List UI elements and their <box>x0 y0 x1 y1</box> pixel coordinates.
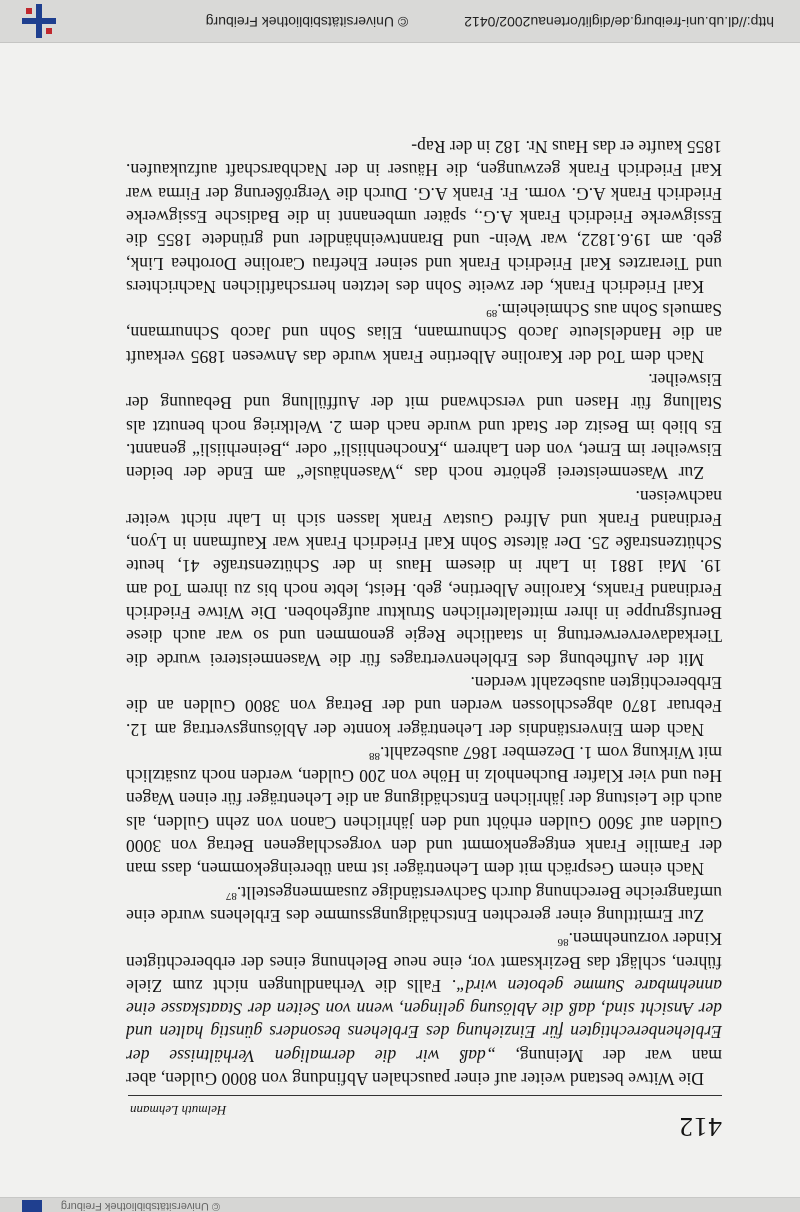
bottom-edge-strip <box>0 1197 800 1212</box>
digitization-banner <box>0 0 800 43</box>
paragraph: Nach dem Tod der Karoline Albertine Frank wurde das Anwesen 1895 verkauft an die Handelsleute Jacob Schnurmann, Elias Sohn und Jacob Schnurmann, Samuels Sohn aus Schmieheim.$^{89}$ <box>126 300 722 367</box>
page-header <box>128 1095 722 1148</box>
paragraph: Karl Friedrich Frank, der zweite Sohn des letzten herrschaftlichen Nachrichters und Tierarztes Karl Friedrich Frank und seiner Ehefrau Caroline Dorothea Link, geb. am 19.6.1822, war Wein- und Branntweinhändler und gründete 1855 die Essigwerke Friedrich Frank A.G., später umbenannt in die Badische Essigwerke Friedrich Frank A.G. vorm. Fr. Frank A.G. Durch die Vergrößerung der Firma war Karl Friedrich Frank gezwungen, die Häuser in der Nachbarschaft aufzukaufen. 1855 kaufte er das Haus Nr. 182 in der Rap- <box>126 137 722 297</box>
footnote-ref: 88 <box>369 749 381 762</box>
library-logo-icon-small <box>22 1200 42 1212</box>
library-credit: © Universitätsbibliothek Freiburg <box>205 14 409 30</box>
footnote-ref: 86 <box>557 936 569 949</box>
paragraph: Zur Ermittlung einer gerechten Entschädigungssumme des Erblehens wurde eine umfangreiche Berechnung durch Sachverständige zusammengestellt.$^{87}$ <box>126 882 722 926</box>
library-credit-faint: © Universitätsbibliothek Freiburg <box>60 1200 220 1212</box>
paragraph: Die Witwe bestand weiter auf einer pauschalen Abfindung von 8000 Gulden, aber man war der Meinung, „daß wir die dermaligen Verhältnisse der Erblehenberechtigten für Einziehung des Erblehens besonders günstig halten und der Ansicht sind, daß die Ablösung gelingen, wenn von Seiten der Staatskasse eine annehmbare Summe geboten wird“. Falls die Verhandlungen nicht zum Ziele führen, schlägt das Bezirksamt vor, eine neue Belehnung eines der erbberechtigten Kinder vorzunehmen.$^{86}$ <box>126 929 722 1089</box>
body-text <box>126 135 722 1090</box>
paragraph: Zur Wasenmeisterei gehörte noch das „Wasenhäusle“ am Ende der beiden Eisweiher im Ernet, von den Lahrern „Knochenhiisli“ oder „Beinerhiisli“ genannt. Es blieb im Besitz der Stadt und wurde nach dem 2. Weltkrieg noch benutzt als Stallung für Hasen und verschwand mit der Auffüllung und Bebauung der Eisweiher. <box>126 370 722 484</box>
paragraph: Mit der Aufhebung des Erblehenvertrages für die Wasenmeisterei wurde die Tierkadaververwertung in staatliche Regie genommen und so war auch diese Berufsgruppe in ihrer mittelalterlichen Struktur aufgehoben. Die Witwe Friedrich Ferdinand Franks, Karoline Albertine, geb. Heist, lebte noch bis zu ihrem Tod am 19. Mai 1881 in Lahr in diesem Haus in der Schützenstraße 41, heute Schützenstraße 25. Der älteste Sohn Karl Friedrich Frank war Kaufmann in Lyon, Ferdinand Frank und Alfred Gustav Frank lassen sich in Lahr nicht weiter nachweisen. <box>126 486 722 670</box>
paragraph: Nach einem Gespräch mit dem Lehenträger ist man übereingekommen, dass man der Familie Frank entgegenkommt und den vorgeschlagenen Betrag von 3000 Gulden auf 3600 Gulden erhöht und den jährlichen Canon von zehn Gulden, als auch die Leistung der jährlichen Entschädigung an die Lehenträger für einen Wagen Heu und vier Klafter Buchenholz in Höhe von 200 Gulden, werden noch zusätzlich mit Wirkung vom 1. Dezember 1867 ausbezahlt.$^{88}$ <box>126 742 722 880</box>
quotation: „daß wir die dermaligen Verhältnisse der Erblehenberechtigten für Einziehung des Erblehens besonders günstig halten und der Ansicht sind, daß die Ablösung gelingen, wenn von Seiten der Staatskasse eine annehmbare Summe geboten wird“. <box>126 975 722 1066</box>
footnote-ref: 89 <box>486 307 498 320</box>
paragraph: Nach dem Einverständnis der Lehenträger konnte der Ablösungsvertrag am 12. Februar 1870 abgeschlossen werden und der Betrag von 3800 Gulden an die Erbberechtigten ausbezahlt werden. <box>126 672 722 740</box>
page-number: 412 <box>678 1112 722 1142</box>
footnote-ref: 87 <box>225 889 237 902</box>
running-author: Helmuth Lehmann <box>130 1103 227 1118</box>
library-logo-icon <box>22 4 56 38</box>
source-url-link[interactable]: http://dl.ub.uni-freiburg.de/diglit/ortenau2002/0412 <box>464 14 774 30</box>
